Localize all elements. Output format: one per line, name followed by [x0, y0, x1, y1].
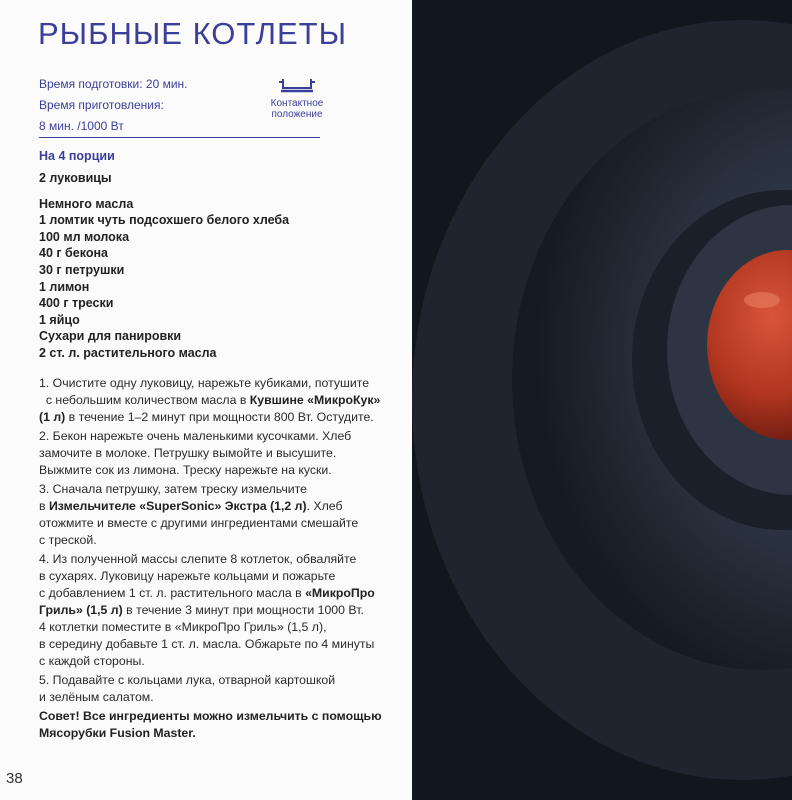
- tip-line: Совет! Все ингредиенты можно измельчить с помощью: [39, 709, 382, 723]
- step-line: замочите в молоке. Петрушку вымойте и высушите.: [39, 446, 337, 460]
- ingredient-item: 1 ломтик чуть подсохшего белого хлеба: [39, 213, 290, 228]
- divider: [39, 137, 320, 138]
- step-line: с треской.: [39, 533, 97, 547]
- food-photo: [412, 0, 792, 800]
- step-line: с каждой стороны.: [39, 654, 145, 668]
- ingredient-item: 400 г трески: [39, 296, 114, 311]
- plate-illustration: [412, 0, 792, 800]
- step-line: 3. Сначала петрушку, затем треску измельчите: [39, 482, 308, 496]
- cookware-icon: [277, 76, 317, 94]
- tip-line: Мясорубки Fusion Master.: [39, 726, 196, 740]
- product-name: Гриль» (1,5 л): [39, 603, 123, 617]
- ingredient-item: 2 луковицы: [39, 171, 112, 185]
- step-line: 5. Подавайте с кольцами лука, отварной картошкой: [39, 673, 336, 687]
- instructions: [39, 375, 401, 742]
- step-line: 4. Из полученной массы слепите 8 котлеток, обваляйте: [39, 552, 357, 566]
- step-line: Гриль» (1,5 л) в течение 3 минут при мощности 1000 Вт.: [39, 603, 364, 617]
- step-line: в Измельчителе «SuperSonic» Экстра (1,2 л). Хлеб: [39, 499, 343, 513]
- step-line: (1 л) в течение 1–2 минут при мощности 800 Вт. Остудите.: [39, 410, 374, 424]
- ingredient-item: Сухари для панировки: [39, 329, 182, 344]
- ingredient-item: 40 г бекона: [39, 246, 108, 261]
- tip: [39, 708, 401, 742]
- step-line: в середину добавьте 1 ст. л. масла. Обжарьте по 4 минуты: [39, 637, 375, 651]
- product-name: Измельчителе «SuperSonic» Экстра (1,2 л): [48, 499, 307, 513]
- step-line: и зелёным салатом.: [39, 690, 154, 704]
- step-line: 4 котлетки поместите в «МикроПро Гриль» (1,5 л),: [39, 620, 327, 634]
- portions: На 4 порции: [39, 149, 115, 163]
- page-title: РЫБНЫЕ КОТЛЕТЫ: [38, 16, 348, 51]
- ingredient-item: 2 ст. л. растительного масла: [39, 345, 217, 360]
- step-4: [39, 551, 401, 670]
- step-3: [39, 481, 401, 549]
- cooking-times: [39, 74, 188, 137]
- cook-time-value: 8 мин. /1000 Вт: [39, 119, 124, 133]
- ingredient-item: 100 мл молока: [39, 229, 130, 244]
- step-line: отожмите и вместе с другими ингредиентами смешайте: [39, 516, 359, 530]
- step-1: [39, 375, 401, 426]
- ingredient-item: Немного масла: [39, 196, 134, 211]
- ingredient-list: [39, 170, 289, 362]
- step-line: 1. Очистите одну луковицу, нарежьте кубиками, потушите: [39, 376, 370, 390]
- step-line: с добавлением 1 ст. л. растительного масла в «МикроПро: [39, 586, 375, 600]
- mode-label-line1: Контактное: [270, 98, 324, 109]
- product-size: (1 л): [39, 410, 66, 424]
- step-5: [39, 672, 401, 706]
- ingredient-item: 1 яйцо: [39, 312, 80, 327]
- cooking-mode: [262, 76, 332, 120]
- step-line: в сухарях. Луковицу нарежьте кольцами и пожарьте: [39, 569, 336, 583]
- step-line: Выжмите сок из лимона. Треску нарежьте на куски.: [39, 463, 332, 477]
- ingredient-item: 30 г петрушки: [39, 262, 125, 277]
- product-name: «МикроПро: [305, 586, 375, 600]
- product-name: Кувшине «МикроКук»: [249, 393, 381, 407]
- cook-time-label: Время приготовления:: [39, 98, 164, 112]
- prep-time: Время подготовки: 20 мин.: [39, 77, 188, 91]
- step-2: [39, 428, 401, 479]
- mode-label-line2: положение: [271, 109, 323, 120]
- step-line: 2. Бекон нарежьте очень маленькими кусочками. Хлеб: [39, 429, 352, 443]
- page-number: 38: [6, 770, 23, 787]
- ingredient-item: 1 лимон: [39, 279, 90, 294]
- step-line: с небольшим количеством масла в Кувшине «МикроКук»: [45, 393, 381, 407]
